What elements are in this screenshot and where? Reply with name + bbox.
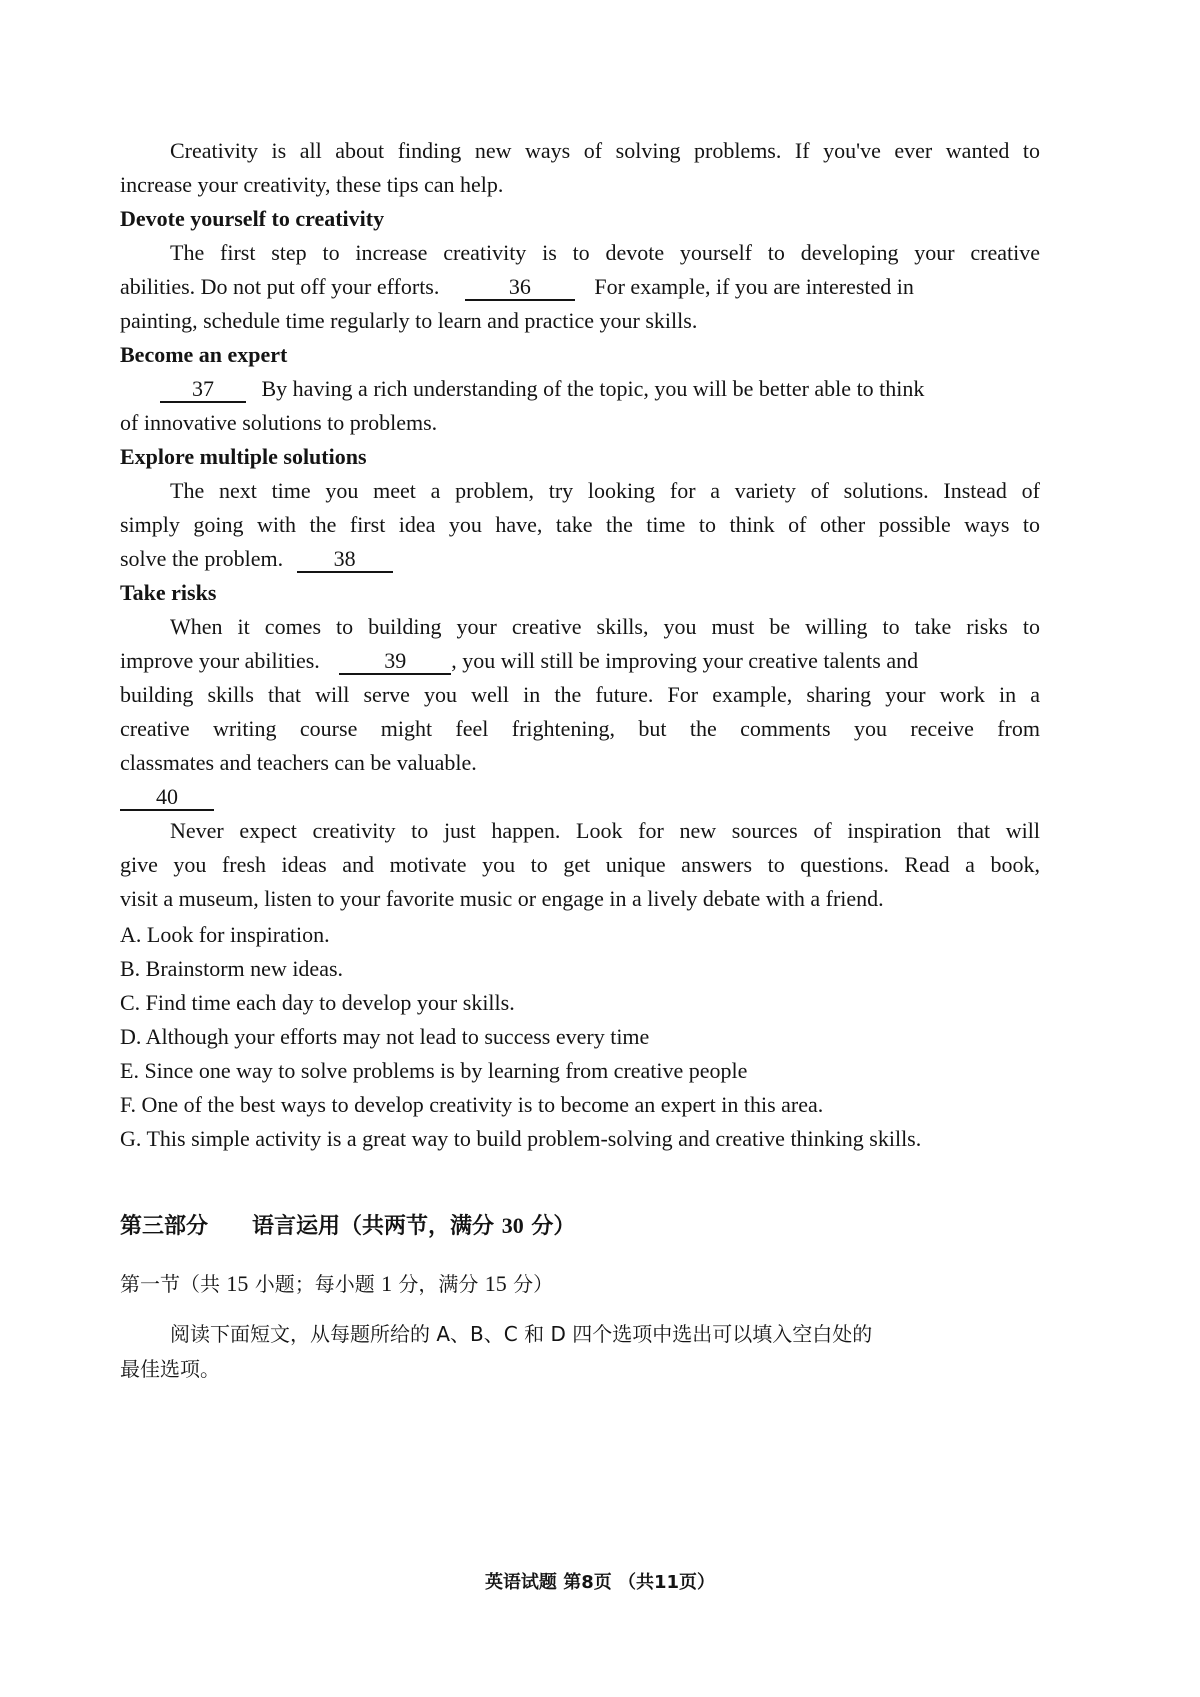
sec1-line-1: The first step to increase creativity is to devote yourself to developing your creative xyxy=(170,240,1040,265)
sec2-line-2: of innovative solutions to problems. xyxy=(120,410,438,435)
sec3-line-1: The next time you meet a problem, try looking for a variety of solutions. Instead of xyxy=(170,478,1040,503)
section1-post: 分） xyxy=(506,1272,554,1296)
part3-heading xyxy=(120,1208,1040,1245)
intro-line-1: Creativity is all about finding new ways of solving problems. If you've ever wanted to xyxy=(170,138,1040,163)
sec5-line-3: visit a museum, listen to your favorite music or engage in a lively debate with a friend. xyxy=(120,886,884,911)
blank-39: 39 xyxy=(339,649,451,675)
sec2-line-1 xyxy=(160,371,1040,407)
sec5-line-1: Never expect creativity to just happen. Look for new sources of inspiration that will xyxy=(170,818,1040,843)
section1-pre: 第一节（共 xyxy=(120,1272,227,1296)
option-g: G. This simple activity is a great way to build problem-solving and creative thinking skills. xyxy=(120,1126,922,1151)
part3-title-post: 分） xyxy=(523,1214,576,1239)
part3-instruction-line-2: 最佳选项。 xyxy=(120,1357,220,1381)
section-heading-devote: Devote yourself to creativity xyxy=(120,206,385,231)
blank-38: 38 xyxy=(297,547,393,573)
part3-section1-heading xyxy=(120,1266,1040,1302)
sec3-line-2: simply going with the first idea you have, take the time to think of other possible ways to xyxy=(120,512,1040,537)
section1-num-questions: 15 xyxy=(226,1271,249,1296)
sec3-text-before-blank: solve the problem. xyxy=(120,546,284,571)
sec1-line-2 xyxy=(120,269,1040,305)
sec4-line-1: When it comes to building your creative skills, you must be willing to take risks to xyxy=(170,614,1040,639)
part3-title-num: 30 xyxy=(501,1213,524,1238)
part3-title-pre: 语言运用（共两节，满分 xyxy=(252,1214,502,1239)
sec1-text-after-blank: For example, if you are interested in xyxy=(594,274,914,299)
blank-36: 36 xyxy=(465,275,575,301)
section1-total-points: 15 xyxy=(484,1271,507,1296)
sec4-text-before-blank: improve your abilities. xyxy=(120,648,320,673)
option-c: C. Find time each day to develop your skills. xyxy=(120,990,515,1015)
option-e: E. Since one way to solve problems is by learning from creative people xyxy=(120,1058,748,1083)
part3-label: 第三部分 xyxy=(120,1214,209,1239)
sec4-line-2 xyxy=(120,643,1040,679)
sec4-line-4: creative writing course might feel frightening, but the comments you receive from xyxy=(120,716,1040,741)
section1-points-each: 1 xyxy=(381,1271,393,1296)
option-a: A. Look for inspiration. xyxy=(120,922,330,947)
option-f: F. One of the best ways to develop creativity is to become an expert in this area. xyxy=(120,1092,824,1117)
blank-37: 37 xyxy=(160,377,246,403)
option-b: B. Brainstorm new ideas. xyxy=(120,956,344,981)
section1-mid1: 小题；每小题 xyxy=(248,1272,382,1296)
sec5-heading-blank-line xyxy=(120,779,1040,815)
page-footer: 英语试题 第8页 （共11页） xyxy=(484,1572,716,1593)
sec3-line-3 xyxy=(120,541,1040,577)
sec1-text-before-blank: abilities. Do not put off your efforts. xyxy=(120,274,440,299)
section1-mid2: 分，满分 xyxy=(392,1272,485,1296)
blank-40: 40 xyxy=(120,785,214,811)
section-heading-risks: Take risks xyxy=(120,580,217,605)
sec1-line-3: painting, schedule time regularly to learn and practice your skills. xyxy=(120,308,698,333)
section-heading-explore: Explore multiple solutions xyxy=(120,444,367,469)
sec4-text-after-blank: , you will still be improving your creative talents and xyxy=(451,648,919,673)
sec5-line-2: give you fresh ideas and motivate you to get unique answers to questions. Read a book, xyxy=(120,852,1040,877)
option-d: D. Although your efforts may not lead to success every time xyxy=(120,1024,650,1049)
intro-line-2: increase your creativity, these tips can help. xyxy=(120,172,504,197)
section-heading-expert: Become an expert xyxy=(120,342,288,367)
sec2-text-after-blank: By having a rich understanding of the topic, you will be better able to think xyxy=(261,376,925,401)
sec4-line-5: classmates and teachers can be valuable. xyxy=(120,750,477,775)
part3-instruction-line-1: 阅读下面短文，从每题所给的 A、B、C 和 D 四个选项中选出可以填入空白处的 xyxy=(170,1322,873,1346)
sec4-line-3: building skills that will serve you well in the future. For example, sharing your work in a xyxy=(120,682,1040,707)
